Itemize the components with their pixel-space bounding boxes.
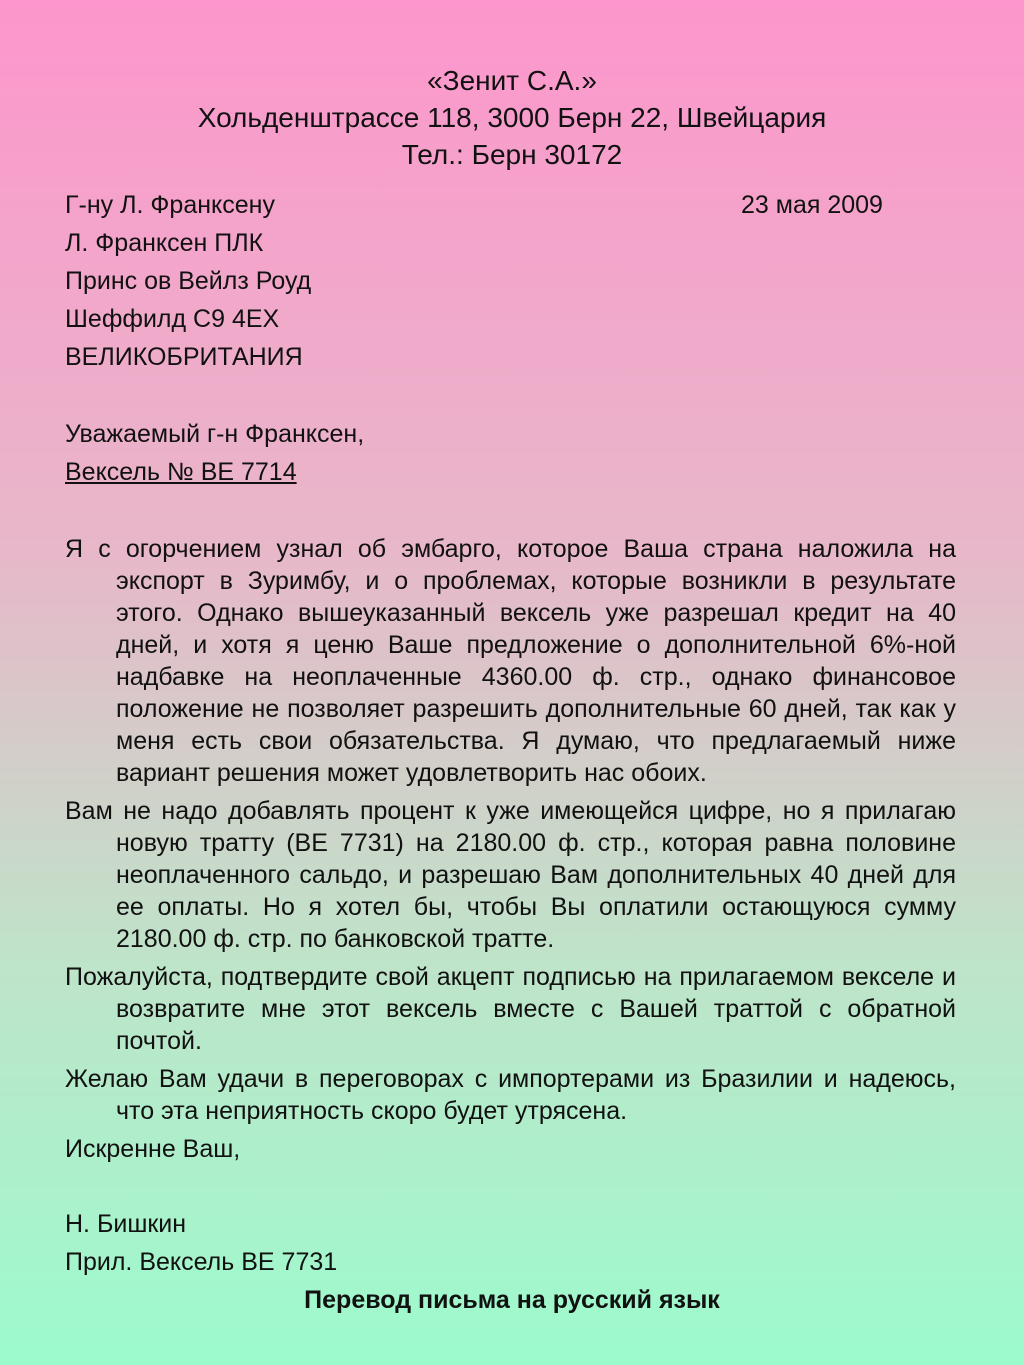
company-address: Хольденштрассе 118, 3000 Берн 22, Швейцария [197, 102, 827, 133]
company-phone: Тел.: Берн 30172 [401, 139, 623, 170]
recipient-city: Шеффилд С9 4ЕХ [65, 305, 280, 333]
body-paragraph: Я с огорчением узнал об эмбарго, которое Ваша страна наложила на экспорт в Зуримбу, и о проблемах, которые возникли в результате этого. Однако вышеуказанный вексель уже разрешал кредит на 40 дней, и хотя я ценю Ваше предложение о дополнительной 6%-ной надбавке на неоплаченные 4360.00 ф. стр., однако финансовое положение не позволяет разрешить дополнительные 60 дней, так как у меня есть свои обязательства. Я думаю, что предлагаемый ниже вариант решения может удовлетворить нас обоих. [65, 535, 956, 787]
company-name: «Зенит С.А.» [427, 65, 597, 96]
body-paragraph: Вам не надо добавлять процент к уже имеющейся цифре, но я прилагаю новую тратту (ВЕ 7731) на 2180.00 ф. стр., которая равна половине неоплаченного сальдо, и разрешаю Вам дополнительных 40 дней для ее оплаты. Но я хотел бы, чтобы Вы оплатили остающуюся сумму 2180.00 ф. стр. по банковской тратте. [65, 797, 956, 953]
subject-line: Вексель № ВЕ 7714 [65, 458, 297, 486]
letter-date: 23 мая 2009 [741, 191, 883, 219]
letterhead [0, 62, 1024, 173]
closing-line: Искренне Ваш, [65, 1135, 241, 1163]
recipient-company: Л. Франксен ПЛК [65, 229, 264, 257]
recipient-name: Г-ну Л. Франксену [65, 191, 275, 219]
letter-body [65, 533, 956, 1165]
recipient-country: ВЕЛИКОБРИТАНИЯ [65, 343, 303, 371]
body-paragraph: Желаю Вам удачи в переговорах с импортерами из Бразилии и надеюсь, что эта неприятность скоро будет утрясена. [65, 1065, 956, 1125]
signature: Н. Бишкин [65, 1210, 187, 1238]
enclosure-note: Прил. Вексель ВЕ 7731 [65, 1248, 338, 1276]
slide-caption: Перевод письма на русский язык [304, 1286, 720, 1314]
recipient-street: Принс ов Вейлз Роуд [65, 267, 312, 295]
body-paragraph: Пожалуйста, подтвердите свой акцепт подписью на прилагаемом векселе и возвратите мне этот вексель вместе с Вашей траттой с обратной почтой. [65, 963, 956, 1055]
salutation: Уважаемый г-н Франксен, [65, 420, 365, 448]
